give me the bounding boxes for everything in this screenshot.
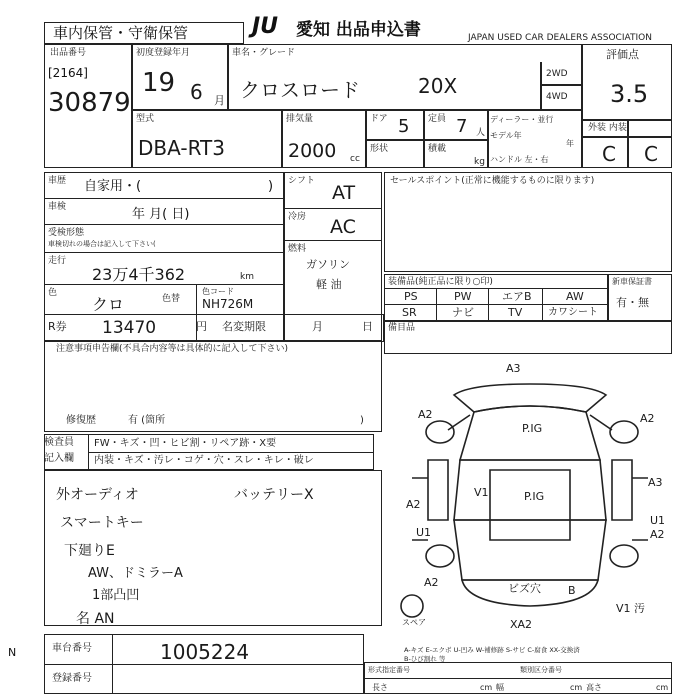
ext-int-label: 外装 内装 — [588, 123, 627, 133]
dmg-mark: B — [568, 584, 576, 597]
dmg-mark: P.IG — [524, 490, 545, 503]
fuel-other: 軽 油 — [316, 278, 342, 291]
length-unit: cm — [480, 683, 493, 692]
lease-label: 名変期限 — [222, 320, 266, 333]
lease-day: 日 — [362, 320, 373, 333]
recycle: 13470 — [102, 318, 157, 338]
car-name-label: 車名・グレード — [232, 48, 296, 58]
lot-number: 30879 — [48, 88, 131, 118]
ac: AC — [330, 216, 356, 238]
legend: A-キズ E-エクボ U-凹み W-補修跡 S-サビ C-腐食 XX-交換済 — [404, 646, 580, 654]
height-label: 高さ — [586, 683, 602, 692]
model-label: 型式 — [136, 114, 155, 124]
drive-4wd: 4WD — [546, 92, 568, 102]
reg-year: 19 — [142, 68, 176, 98]
dmg-mark: A2 — [406, 498, 421, 511]
lot-code: [2164] — [48, 66, 88, 80]
recycle-label: R券 — [48, 320, 67, 333]
equip-tv: TV — [508, 306, 523, 319]
hw-note-3: 下廻りE — [64, 543, 115, 559]
receipt-note: 車検切れの場合は記入して下さい( — [48, 240, 156, 248]
dmg-mark: U1 — [650, 514, 666, 527]
cc-unit: cc — [350, 154, 360, 164]
inspector-row1: FW・キズ・凹・ヒビ割・リペア跡・X要 — [94, 438, 277, 449]
dmg-mark: A2 — [424, 576, 439, 589]
first-reg-label: 初度登録年月 — [136, 48, 191, 58]
fuel-label: 燃料 — [288, 244, 307, 254]
repair-label: 修復歴 — [66, 415, 96, 426]
length-label: 長さ — [372, 683, 388, 692]
shift: AT — [332, 182, 356, 204]
equip-leather: カワシート — [548, 307, 598, 318]
equip-pw: PW — [454, 290, 472, 303]
inspector-row2: 内装・キズ・汚レ・コゲ・穴・スレ・キレ・破レ — [94, 455, 314, 466]
fuel-circled: ガソリン — [306, 258, 350, 271]
model-year-unit: 年 — [566, 139, 574, 148]
spare-label: スペア — [402, 618, 426, 627]
row-line — [364, 678, 672, 679]
body-no: 1005224 — [160, 640, 250, 664]
reg-no-label: 登録番号 — [52, 673, 92, 684]
inspector-label: 検査員 — [44, 437, 74, 448]
equip-aw: AW — [566, 290, 584, 303]
exterior-grade: C — [602, 142, 616, 166]
month-unit: 月 — [214, 94, 225, 107]
inspection-label: 車検 — [48, 202, 67, 212]
parts-label: 備目品 — [388, 323, 416, 333]
mileage: 23万4千362 — [92, 265, 186, 284]
dmg-mark: A2 — [650, 528, 665, 541]
equip-navi: ナビ — [452, 306, 474, 319]
color-change-label: 色替 — [162, 294, 181, 304]
plate-label: 形式指定番号 — [368, 666, 410, 674]
dealer-label: ディーラー・並行 — [490, 115, 554, 124]
sales-point-label: セールスポイント(正常に機能するものに限ります) — [390, 176, 595, 186]
hw-note-2: スマートキー — [60, 515, 144, 531]
equip-ps: PS — [404, 290, 418, 303]
body-no-label: 車台番号 — [52, 643, 92, 654]
hw-note-right: バッテリーX — [234, 487, 314, 503]
hw-note-6: 名 AN — [76, 611, 115, 627]
dmg-mark: A3 — [648, 476, 663, 489]
hw-note-1: 外オーディオ — [56, 487, 139, 503]
color: クロ — [92, 295, 125, 314]
dmg-mark: P.IG — [522, 422, 543, 435]
usage-type-value: 自家用・( — [84, 179, 142, 194]
capacity-label: 定員 — [428, 114, 447, 124]
capacity: 7 — [456, 116, 468, 137]
dmg-mark: XA2 — [510, 618, 533, 631]
score: 3.5 — [610, 80, 649, 108]
width-label: 幅 — [496, 683, 504, 692]
notes-label: 注意事項申告欄(不具合内容等は具体的に記入して下さい) — [56, 344, 289, 354]
association-name: JAPAN USED CAR DEALERS ASSOCIATION — [468, 33, 652, 43]
shape-label: 形状 — [370, 144, 389, 154]
color-code-label: 色コード — [202, 287, 234, 296]
hw-note-4: AW、ドミラーA — [88, 566, 183, 581]
displacement: 2000 — [288, 140, 337, 162]
color-code: NH726M — [202, 297, 254, 311]
form-title: 愛知 出品申込書 — [296, 20, 421, 40]
row-line — [44, 664, 364, 665]
warranty-label: 新車保証書 — [612, 277, 652, 286]
legend-2: B-ひび割れ 等 — [404, 655, 446, 663]
mileage-label: 走行 — [48, 256, 67, 266]
equip-airbag: エアB — [502, 290, 532, 303]
model-code: DBA-RT3 — [138, 136, 225, 160]
kg-unit: kg — [474, 157, 485, 167]
grade: 20X — [418, 74, 458, 98]
usage-type-label: 車歴 — [48, 176, 67, 186]
yen-unit: 円 — [196, 320, 207, 333]
interior-grade: C — [644, 142, 658, 166]
dmg-mark: A3 — [506, 362, 521, 375]
doors: 5 — [398, 116, 410, 137]
score-label: 評価点 — [606, 48, 639, 61]
equipment-label: 装備品(純正品に限り○印) — [388, 277, 493, 287]
dmg-mark: V1 汚 — [616, 602, 646, 615]
receipt-label: 受検形態 — [48, 228, 85, 238]
model-year-label: モデル年 — [490, 131, 522, 140]
doors-label: ドア — [370, 114, 388, 124]
shift-label: シフト — [288, 176, 316, 186]
equip-sr: SR — [402, 306, 417, 319]
color-label: 色 — [48, 288, 58, 298]
mileage-unit: km — [240, 272, 254, 282]
hw-note-5: 1部凸凹 — [92, 588, 140, 603]
load-label: 積載 — [428, 144, 447, 154]
ac-label: 冷房 — [288, 212, 307, 222]
repair-close: ) — [360, 415, 364, 426]
col-line — [112, 634, 113, 694]
plate-label-2: 類別区分番号 — [520, 666, 562, 674]
margin-mark: N — [8, 646, 17, 659]
usage-type-close: ) — [268, 179, 274, 194]
inspector-label-2: 記入欄 — [44, 453, 74, 464]
dmg-mark: U1 — [416, 526, 432, 539]
lease-month: 月 — [312, 320, 323, 333]
displacement-label: 排気量 — [286, 114, 314, 124]
lot-label: 出品番号 — [50, 48, 87, 58]
dmg-mark: V1 — [474, 486, 489, 499]
dmg-mark: A2 — [640, 412, 655, 425]
car-name: クロスロード — [240, 78, 360, 102]
height-unit: cm — [656, 683, 669, 692]
reg-month: 6 — [190, 80, 203, 104]
repair-value: 有 (箇所 — [128, 415, 166, 426]
capacity-unit: 人 — [476, 128, 486, 138]
warranty-value: 有・無 — [616, 296, 649, 309]
ju-logo: JU — [252, 14, 279, 39]
dmg-mark: A2 — [418, 408, 433, 421]
inspection-value: 年 月( 日) — [132, 207, 190, 222]
dmg-mark: ビズ穴 — [508, 582, 541, 595]
width-unit: cm — [570, 683, 583, 692]
drive-2wd: 2WD — [546, 69, 568, 79]
storage-label: 車内保管・守衛保管 — [53, 24, 189, 42]
handle-label: ハンドル 左・右 — [490, 155, 549, 164]
